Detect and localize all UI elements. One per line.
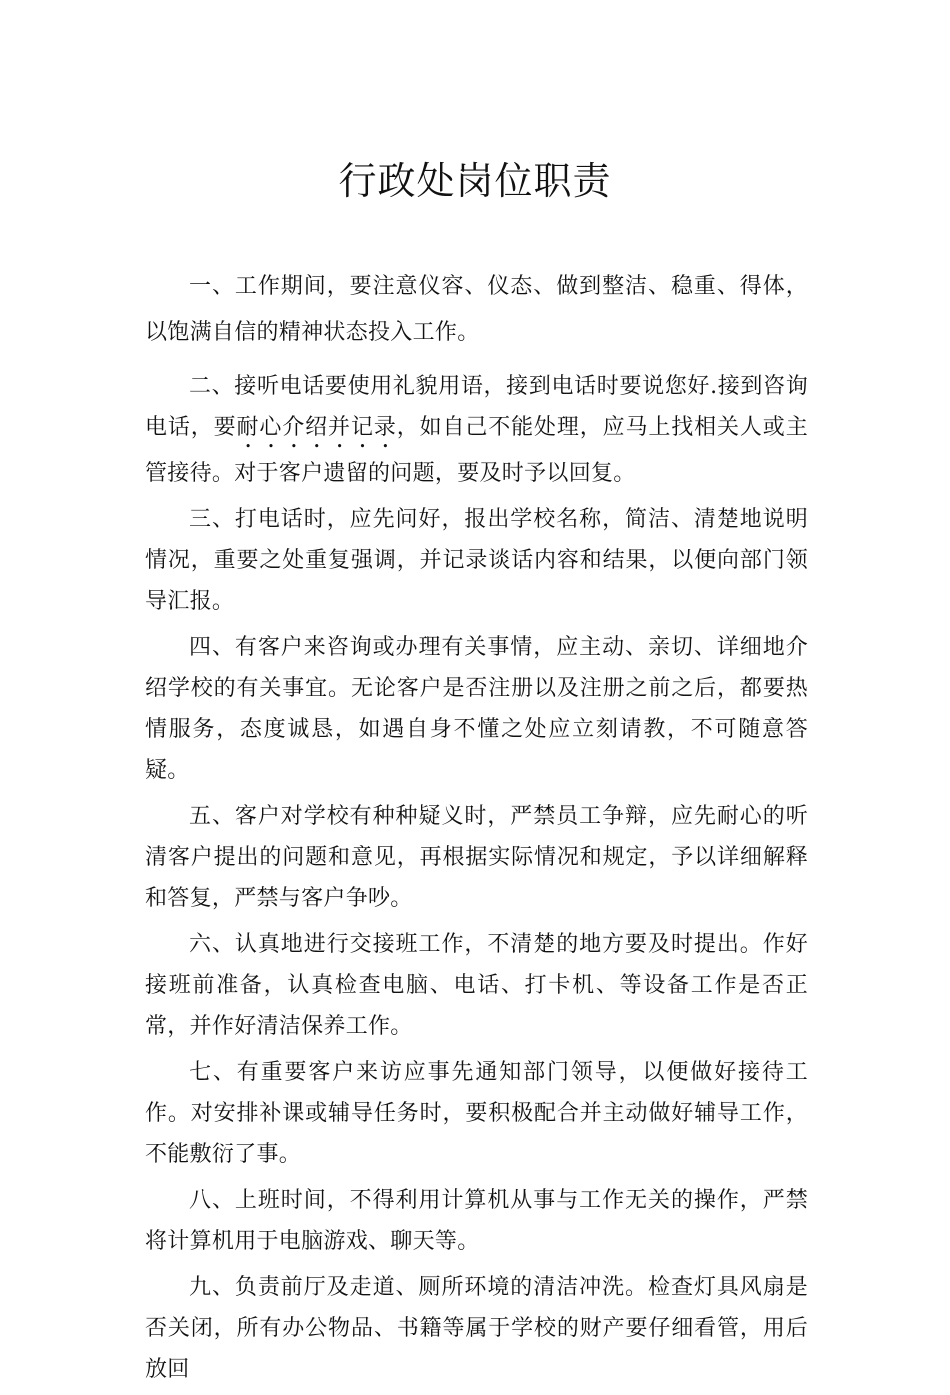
- paragraph-9: 九、负责前厅及走道、厕所环境的清洁冲洗。检查灯具风扇是否关闭，所有办公物品、书籍等属于学校的财产要仔细看管，用后放回: [145, 1275, 808, 1382]
- paragraph-2-text-after: ，如自己不能处理，应马上找相关人或主管接待。对于客户遗留的问题，要及时予以回复。: [145, 415, 808, 486]
- paragraph-4: 四、有客户来咨询或办理有关事情，应主动、亲切、详细地介绍学校的有关事宜。无论客户是否注册以及注册之前之后，都要热情服务，态度诚恳，如遇自身不懂之处应立刻请教，不可随意答疑。: [145, 635, 808, 783]
- paragraph-2-text-before: 二、接听电话要使用礼貌用语，接到电话时要说您好.接到咨询电话，要: [145, 374, 808, 440]
- paragraph-6: 六、认真地进行交接班工作，不清楚的地方要及时提出。作好接班前准备，认真检查电脑、电话、打卡机、等设备工作是否正常，并作好清洁保养工作。: [145, 932, 808, 1039]
- document-title: 行政处岗位职责: [338, 159, 612, 203]
- emphasized-text: 耐心介绍并记录: [236, 415, 397, 440]
- paragraph-8: 八、上班时间，不得利用计算机从事与工作无关的操作，严禁将计算机用于电脑游戏、聊天等。: [145, 1188, 808, 1254]
- paragraph-7: 七、有重要客户来访应事先通知部门领导，以便做好接待工作。对安排补课或辅导任务时，要积极配合并主动做好辅导工作，不能敷衍了事。: [145, 1060, 808, 1167]
- document-body: [145, 264, 808, 1395]
- paragraph-3: 三、打电话时，应先问好，报出学校名称，简洁、清楚地说明情况，重要之处重复强调，并记录谈话内容和结果，以便向部门领导汇报。: [145, 507, 808, 614]
- paragraph-5: 五、客户对学校有种种疑义时，严禁员工争辩，应先耐心的听清客户提出的问题和意见，再根据实际情况和规定，予以详细解释和答复，严禁与客户争吵。: [145, 804, 808, 911]
- paragraph-2: [145, 366, 808, 494]
- paragraph-1: 一、工作期间，要注意仪容、仪态、做到整洁、稳重、得体，以饱满自信的精神状态投入工作。: [145, 274, 808, 345]
